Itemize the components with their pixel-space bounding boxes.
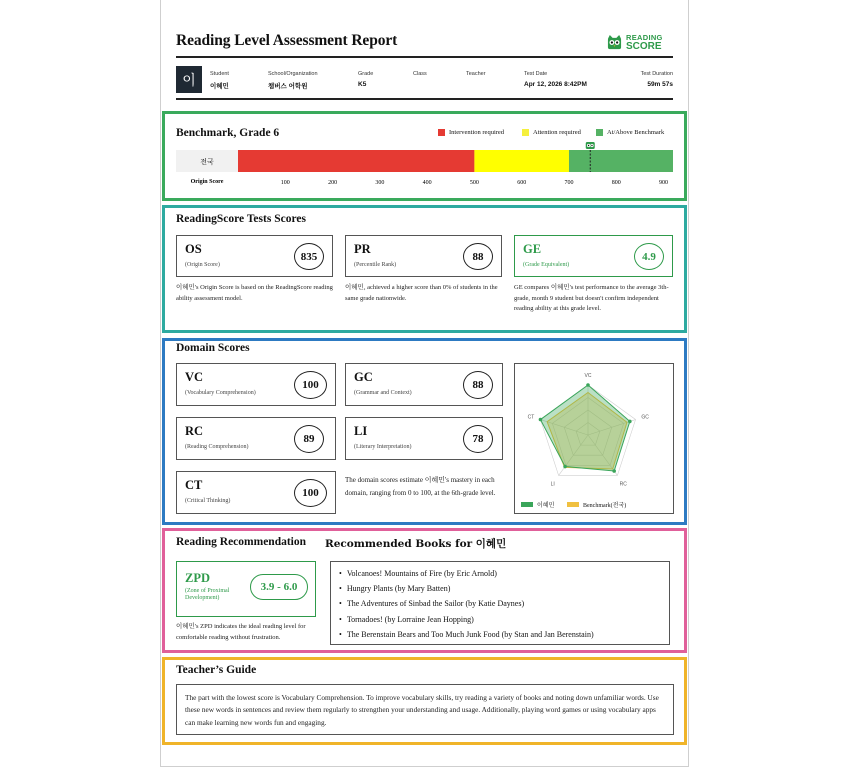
score-code: PR <box>354 242 371 256</box>
li-score-card <box>345 417 503 460</box>
benchmark-bar-chart <box>176 140 676 192</box>
logo-text-bottom: SCORE <box>626 41 662 52</box>
benchmark-tick-label: 100 <box>280 180 290 186</box>
field-value: 챔버스 어학원 <box>268 83 308 90</box>
readingscore-logo <box>607 32 673 52</box>
score-value: 835 <box>294 243 324 270</box>
field-grade <box>358 71 373 88</box>
radar-chart <box>515 364 673 513</box>
field-school <box>268 71 318 90</box>
field-student <box>210 71 229 90</box>
benchmark-tick-label: 400 <box>422 180 432 186</box>
ct-score-card <box>176 471 336 514</box>
field-value: 59m 57s <box>647 81 673 88</box>
radar-axis-label: RC <box>619 481 627 488</box>
score-code: LI <box>354 424 368 438</box>
benchmark-tick-label: 200 <box>328 180 338 186</box>
field-label: Class <box>413 71 427 77</box>
score-name: (Origin Score) <box>185 262 220 268</box>
score-name: (Vocabulary Comprehension) <box>185 390 256 396</box>
zpd-value: 3.9 - 6.0 <box>250 574 308 600</box>
benchmark-band <box>569 150 673 172</box>
books-title: Recommended Books for 이혜민 <box>325 538 507 550</box>
tests-title: ReadingScore Tests Scores <box>176 213 306 225</box>
benchmark-title: Benchmark, Grade 6 <box>176 127 280 139</box>
recommend-title: Reading Recommendation <box>176 536 307 548</box>
score-value: 88 <box>463 371 493 399</box>
score-code: GC <box>354 370 373 384</box>
score-name: (Grade Equivalent) <box>523 262 570 268</box>
benchmark-band <box>474 150 569 172</box>
radar-point <box>563 465 567 469</box>
field-class <box>413 71 427 81</box>
report-title: Reading Level Assessment Report <box>176 32 398 49</box>
benchmark-axis-label: Origin Score <box>190 179 224 185</box>
field-label: School/Organization <box>268 71 318 77</box>
legend-swatch-red <box>438 129 445 136</box>
score-value: 78 <box>463 425 493 453</box>
benchmark-marker-owl-icon <box>586 142 595 149</box>
score-value: 100 <box>294 479 327 507</box>
field-label: Student <box>210 71 229 77</box>
field-teacher <box>466 71 486 81</box>
radar-legend-student <box>521 500 554 509</box>
score-code: VC <box>185 370 204 384</box>
guide-text: The part with the lowest score is Vocabulary Comprehension. To improve vocabulary skills, try reading a variety of books and noting down unfamiliar words. Use these new words in sentences and review them regularly to strengthen your understanding and usage. Additionally, playing word games or using vocabulary apps can make learning new words fun and engaging. <box>176 684 674 735</box>
book-item: • The Berenstain Bears and Too Much Junk Food (by Stan and Jan Berenstain) <box>331 627 669 642</box>
domain-title: Domain Scores <box>176 342 250 354</box>
header-bottom-divider <box>176 98 673 100</box>
score-name: (Literary Interpretation) <box>354 444 412 450</box>
field-label: Test Duration <box>640 71 673 77</box>
benchmark-tick-label: 900 <box>659 180 669 186</box>
radar-axis-label: LI <box>550 481 555 488</box>
legend-attention <box>522 129 581 136</box>
ge-score-card <box>514 235 673 277</box>
score-value: 4.9 <box>634 243 664 270</box>
score-code: GE <box>523 242 542 256</box>
benchmark-tick-label: 300 <box>375 180 385 186</box>
score-name: (Grammar and Context) <box>354 390 412 396</box>
zpd-description: 이혜민's ZPD indicates the ideal reading level for comfortable reading without frustration. <box>176 623 306 641</box>
rc-score-card <box>176 417 336 460</box>
radar-legend-label: Benchmark(전국) <box>583 503 627 509</box>
score-name: (Critical Thinking) <box>185 498 231 504</box>
guide-title: Teacher’s Guide <box>176 664 257 676</box>
score-code: RC <box>185 424 204 438</box>
os-description: 이혜민's Origin Score is based on the ReadingScore reading ability assessment model. <box>176 284 333 302</box>
legend-label: At/Above Benchmark <box>607 129 665 136</box>
radar-legend-swatch <box>567 502 579 507</box>
field-label: Grade <box>358 71 374 77</box>
radar-series-area <box>540 385 629 471</box>
domain-note: The domain scores estimate 이혜민's mastery in each domain, ranging from 0 to 100, at the 6th-grade level. <box>345 476 496 497</box>
legend-label: Intervention required <box>449 129 505 136</box>
radar-chart-panel <box>514 363 674 514</box>
score-name: (Percentile Rank) <box>354 262 397 268</box>
benchmark-tick-label: 500 <box>469 180 479 186</box>
legend-benchmark <box>596 129 664 136</box>
field-label: Teacher <box>466 71 486 77</box>
radar-point <box>628 420 632 424</box>
benchmark-tick-label: 700 <box>564 180 574 186</box>
field-value: Apr 12, 2026 8:42PM <box>524 81 587 88</box>
book-item: • The Adventures of Sinbad the Sailor (by Katie Daynes) <box>331 596 669 611</box>
score-code: OS <box>185 242 202 256</box>
owl-logo-icon <box>607 35 622 50</box>
zpd-code: ZPD <box>185 571 210 585</box>
zpd-name: (Zone of Proximal Development) <box>185 588 230 601</box>
field-label: Test Date <box>524 71 548 77</box>
field-test-date <box>524 71 587 88</box>
recommended-books-list <box>330 561 670 645</box>
book-item: • Hungry Plants (by Mary Batten) <box>331 581 669 596</box>
radar-legend-benchmark <box>567 500 626 509</box>
student-avatar: 이 <box>176 66 202 93</box>
zpd-card <box>176 561 316 617</box>
book-item: • Tornadoes! (by Lorraine Jean Hopping) <box>331 612 669 627</box>
radar-axis-label: GC <box>641 414 649 421</box>
benchmark-band <box>238 150 474 172</box>
field-value: K5 <box>358 81 367 88</box>
score-code: CT <box>185 478 203 492</box>
benchmark-tick-label: 800 <box>611 180 621 186</box>
radar-legend-label: 이혜민 <box>537 503 555 509</box>
radar-legend-swatch <box>521 502 533 507</box>
radar-point <box>586 383 590 387</box>
radar-point <box>539 418 543 422</box>
pr-score-card <box>345 235 502 277</box>
legend-label: Attention required <box>533 129 581 136</box>
benchmark-row-label: 전국 <box>200 158 214 166</box>
legend-swatch-green <box>596 129 603 136</box>
legend-swatch-yellow <box>522 129 529 136</box>
radar-axis-label: VC <box>584 373 592 379</box>
ge-description: GE compares 이혜민's test performance to the average 3th-grade, month 9 student but doesn't confirm independent reading ability at this grade level. <box>514 284 669 312</box>
score-value: 88 <box>463 243 493 270</box>
legend-intervention <box>438 129 504 136</box>
field-value: 이혜민 <box>210 83 229 90</box>
benchmark-tick-label: 600 <box>517 180 527 186</box>
radar-point <box>612 469 616 473</box>
gc-score-card <box>345 363 503 406</box>
os-score-card <box>176 235 333 277</box>
field-test-duration <box>600 71 673 88</box>
logo-text-top: READING <box>626 33 663 42</box>
header-divider <box>176 56 673 58</box>
score-value: 100 <box>294 371 327 399</box>
score-value: 89 <box>294 425 324 453</box>
book-item: • Volcanoes! Mountains of Fire (by Eric Arnold) <box>331 566 669 581</box>
score-name: (Reading Comprehension) <box>185 444 249 450</box>
pr-description: 이혜민, achieved a higher score than 0% of students in the same grade nationwide. <box>345 284 498 302</box>
vc-score-card <box>176 363 336 406</box>
radar-axis-label: CT <box>527 414 535 421</box>
